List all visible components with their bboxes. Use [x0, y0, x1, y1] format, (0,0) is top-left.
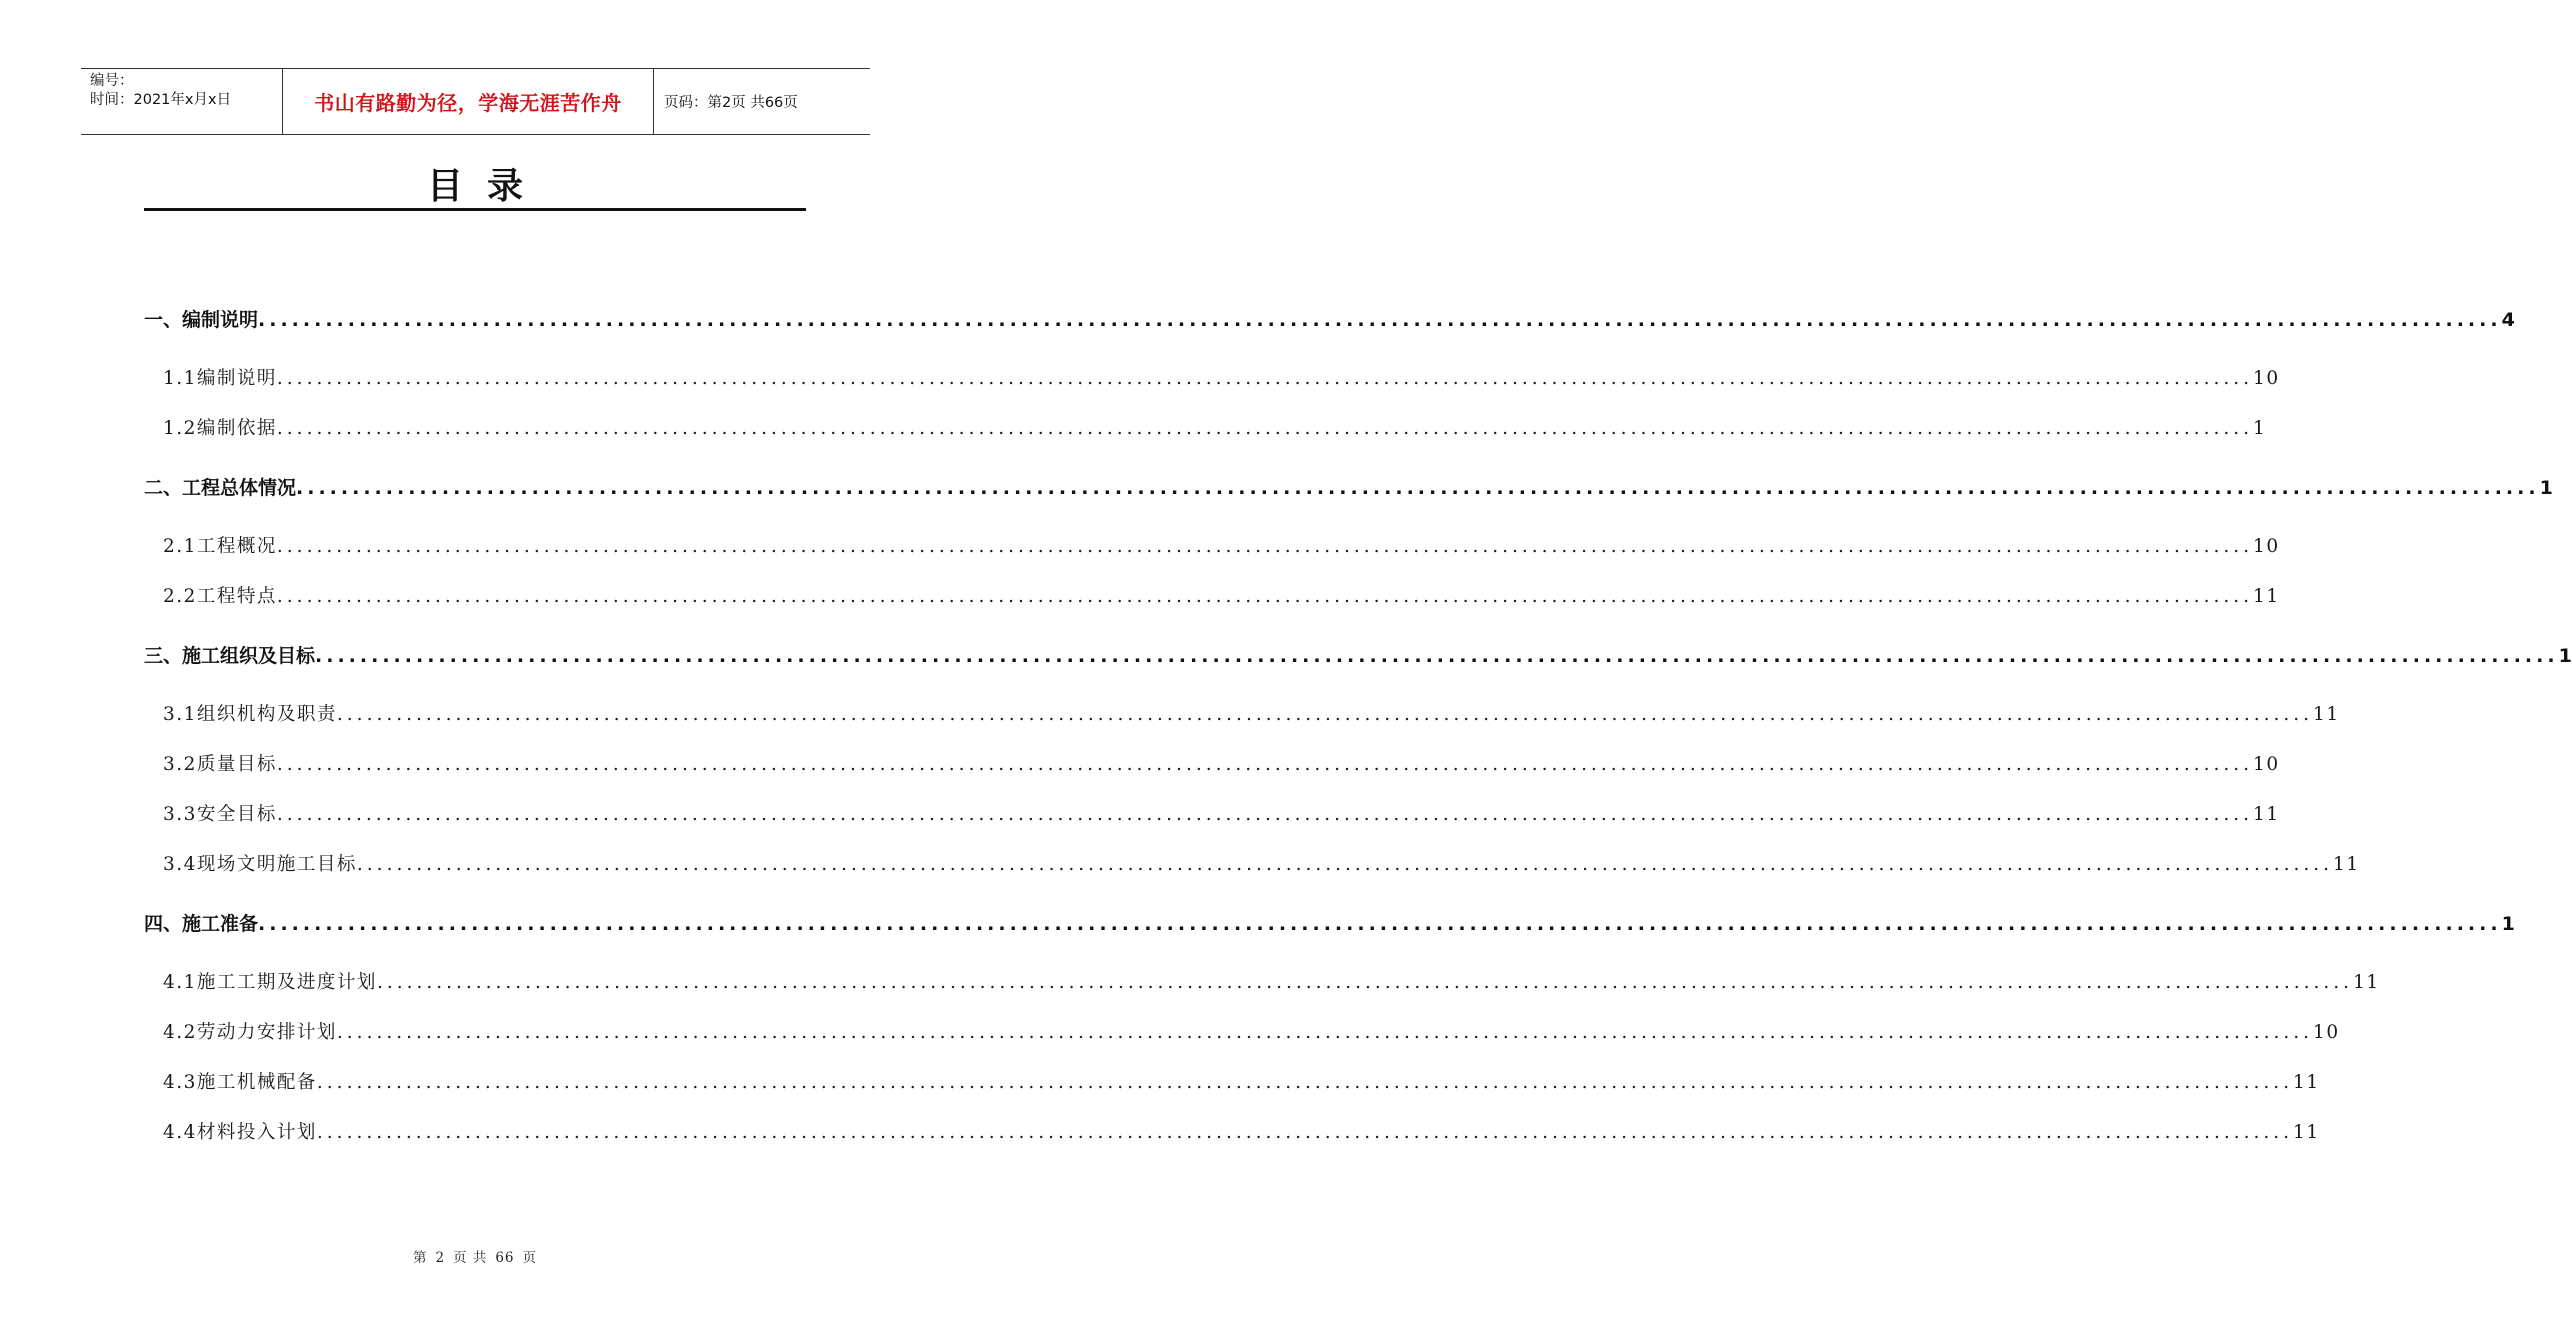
toc-dot-leader: ........................................................................................................................................................................................................ [336, 704, 2314, 725]
toc-entry-page: 11 [2353, 972, 2380, 993]
toc-section-entry[interactable] [144, 909, 2515, 936]
toc-dot-leader: ........................................................................................................................................................................................................ [276, 804, 2254, 825]
toc-entry-label: 三、施工组织及目标 [144, 645, 316, 667]
header-motto: 书山有路勤为径，学海无涯苦作舟 [314, 91, 622, 115]
toc-entry-page: 11 [2293, 1122, 2320, 1143]
toc-dot-leader: ........................................................................................................................................................................................................ [276, 368, 2254, 389]
toc-dot-leader: ........................................................................................................................................................................................................ [258, 309, 2502, 331]
toc-subsection-entry[interactable] [144, 750, 2280, 776]
toc-subsection-entry[interactable] [144, 582, 2280, 608]
toc-entry-label: 2.1工程概况 [163, 536, 277, 557]
toc-entry-page: 11 [2313, 704, 2340, 725]
toc-entry-label: 1.1编制说明 [163, 368, 277, 389]
toc-entry-page: 11 [2333, 854, 2360, 875]
header-page-info [654, 69, 870, 134]
footer-mid: 页 共 [453, 1250, 488, 1266]
toc-entry-page: 10 [2253, 536, 2280, 557]
toc-dot-leader: ........................................................................................................................................................................................................ [316, 1122, 2294, 1143]
toc-subsection-entry[interactable] [144, 1068, 2320, 1094]
toc-dot-leader: ........................................................................................................................................................................................................ [276, 586, 2254, 607]
page-footer [0, 1246, 950, 1266]
toc-entry-label: 4.1施工工期及进度计划 [163, 972, 377, 993]
toc-entry-page: 1 [2539, 477, 2553, 499]
toc-entry-page: 10 [2253, 368, 2280, 389]
title-underline [144, 208, 806, 211]
toc-dot-leader: ........................................................................................................................................................................................................ [296, 477, 2540, 499]
toc-entry-page: 1 [2253, 418, 2267, 439]
toc-dot-leader: ........................................................................................................................................................................................................ [276, 536, 2254, 557]
toc-subsection-entry[interactable] [144, 700, 2340, 726]
toc-subsection-entry[interactable] [144, 800, 2280, 826]
toc-entry-page: 11 [2293, 1072, 2320, 1093]
header-meta [81, 69, 282, 134]
toc-section-entry[interactable] [144, 305, 2515, 332]
toc-entry-label: 4.4材料投入计划 [163, 1122, 317, 1143]
toc-section-entry[interactable] [144, 641, 2572, 668]
toc-entry-page: 10 [2253, 754, 2280, 775]
toc-dot-leader: ........................................................................................................................................................................................................ [315, 645, 2559, 667]
toc-subsection-entry[interactable] [144, 532, 2280, 558]
toc-dot-leader: ........................................................................................................................................................................................................ [276, 418, 2254, 439]
toc-dot-leader: ........................................................................................................................................................................................................ [258, 913, 2502, 935]
header-number: 编号： [90, 73, 134, 89]
toc-dot-leader: ........................................................................................................................................................................................................ [316, 1072, 2294, 1093]
footer-prefix: 第 [412, 1250, 428, 1266]
header-page-text: 页码：第2页 共66页 [664, 95, 798, 111]
toc-entry-label: 一、编制说明 [144, 309, 259, 331]
toc-entry-label: 四、施工准备 [144, 913, 259, 935]
toc-subsection-entry[interactable] [144, 414, 2267, 440]
toc-section-entry[interactable] [144, 473, 2553, 500]
footer-suffix: 页 [522, 1250, 538, 1266]
toc-subsection-entry[interactable] [144, 968, 2380, 994]
toc-entry-label: 3.3安全目标 [163, 804, 277, 825]
toc-subsection-entry[interactable] [144, 1018, 2340, 1044]
toc-entry-label: 3.4现场文明施工目标 [163, 854, 357, 875]
header-time: 时间：2021年x月x日 [90, 92, 232, 108]
toc-entry-page: 1 [2501, 913, 2515, 935]
toc-subsection-entry[interactable] [144, 1118, 2320, 1144]
toc-entry-page: 4 [2501, 309, 2515, 331]
toc-entry-page: 11 [2253, 586, 2280, 607]
footer-total-pages: 66 [495, 1250, 515, 1266]
toc-dot-leader: ........................................................................................................................................................................................................ [276, 754, 2254, 775]
toc-entry-label: 4.3施工机械配备 [163, 1072, 317, 1093]
toc-dot-leader: ........................................................................................................................................................................................................ [356, 854, 2334, 875]
page-title: 目录 [426, 166, 547, 207]
page-header [81, 68, 870, 135]
toc-entry-label: 1.2编制依据 [163, 418, 277, 439]
toc-entry-label: 3.1组织机构及职责 [163, 704, 337, 725]
toc-subsection-entry[interactable] [144, 850, 2360, 876]
toc-dot-leader: ........................................................................................................................................................................................................ [336, 1022, 2314, 1043]
toc-subsection-entry[interactable] [144, 364, 2280, 390]
toc-entry-label: 3.2质量目标 [163, 754, 277, 775]
toc-entry-page: 11 [2253, 804, 2280, 825]
toc-entry-page: 1 [2558, 645, 2572, 667]
toc-entry-page: 10 [2313, 1022, 2340, 1043]
toc-entry-label: 2.2工程特点 [163, 586, 277, 607]
toc-entry-label: 4.2劳动力安排计划 [163, 1022, 337, 1043]
header-motto-cell [282, 69, 654, 134]
toc-dot-leader: ........................................................................................................................................................................................................ [376, 972, 2354, 993]
footer-current-page: 2 [435, 1250, 446, 1266]
toc-entry-label: 二、工程总体情况 [144, 477, 297, 499]
